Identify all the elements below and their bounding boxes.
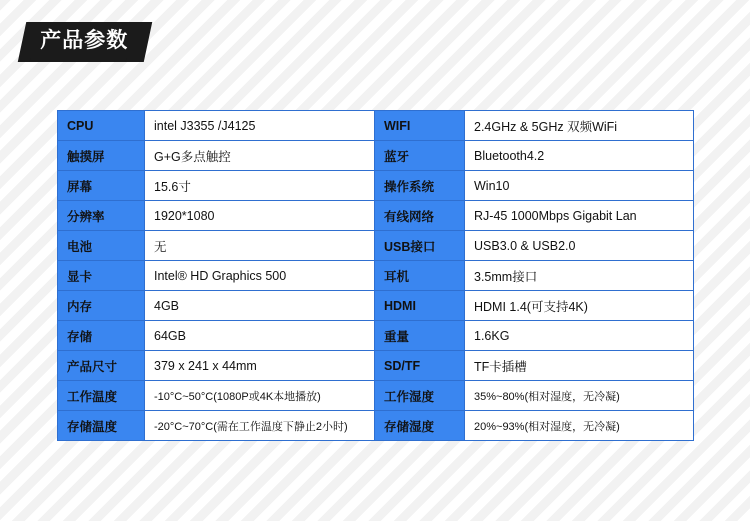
spec-key: 蓝牙 <box>375 141 465 171</box>
table-row <box>58 261 694 291</box>
spec-key: 存储温度 <box>58 411 145 441</box>
spec-key: 工作温度 <box>58 381 145 411</box>
spec-value: Win10 <box>465 171 694 201</box>
spec-key: HDMI <box>375 291 465 321</box>
spec-value: RJ-45 1000Mbps Gigabit Lan <box>465 201 694 231</box>
spec-value: 379 x 241 x 44mm <box>145 351 375 381</box>
spec-key: 重量 <box>375 321 465 351</box>
spec-key: 显卡 <box>58 261 145 291</box>
spec-key: USB接口 <box>375 231 465 261</box>
spec-key: SD/TF <box>375 351 465 381</box>
spec-value: 35%~80%(相对湿度，无冷凝) <box>465 381 694 411</box>
spec-key: 分辨率 <box>58 201 145 231</box>
table-row <box>58 291 694 321</box>
spec-value: Bluetooth4.2 <box>465 141 694 171</box>
spec-table <box>57 110 694 441</box>
spec-table-container <box>57 110 693 441</box>
spec-key: WIFI <box>375 111 465 141</box>
table-row <box>58 231 694 261</box>
spec-key: 内存 <box>58 291 145 321</box>
spec-value: 4GB <box>145 291 375 321</box>
spec-key: 操作系统 <box>375 171 465 201</box>
spec-value: 无 <box>145 231 375 261</box>
spec-value: 1920*1080 <box>145 201 375 231</box>
spec-key: 电池 <box>58 231 145 261</box>
table-row <box>58 201 694 231</box>
title-underline <box>30 58 127 62</box>
page-title-banner <box>18 22 153 62</box>
spec-value: G+G多点触控 <box>145 141 375 171</box>
table-row <box>58 111 694 141</box>
spec-value: 20%~93%(相对湿度，无冷凝) <box>465 411 694 441</box>
spec-key: 工作湿度 <box>375 381 465 411</box>
spec-key: 存储湿度 <box>375 411 465 441</box>
spec-value: intel J3355 /J4125 <box>145 111 375 141</box>
spec-value: TF卡插槽 <box>465 351 694 381</box>
table-row <box>58 171 694 201</box>
table-row <box>58 351 694 381</box>
spec-key: 存储 <box>58 321 145 351</box>
spec-value: -10°C~50°C(1080P或4K本地播放) <box>145 381 375 411</box>
spec-key: 屏幕 <box>58 171 145 201</box>
spec-value: 3.5mm接口 <box>465 261 694 291</box>
page-title: 产品参数 <box>40 29 129 52</box>
spec-key: 产品尺寸 <box>58 351 145 381</box>
table-row <box>58 321 694 351</box>
spec-value: HDMI 1.4(可支持4K) <box>465 291 694 321</box>
spec-key: CPU <box>58 111 145 141</box>
spec-key: 耳机 <box>375 261 465 291</box>
table-row <box>58 141 694 171</box>
table-row <box>58 381 694 411</box>
spec-key: 有线网络 <box>375 201 465 231</box>
spec-value: Intel® HD Graphics 500 <box>145 261 375 291</box>
spec-key: 触摸屏 <box>58 141 145 171</box>
spec-value: 1.6KG <box>465 321 694 351</box>
spec-value: 2.4GHz & 5GHz 双频WiFi <box>465 111 694 141</box>
spec-value: 64GB <box>145 321 375 351</box>
spec-value: -20°C~70°C(需在工作温度下静止2小时) <box>145 411 375 441</box>
spec-value: USB3.0 & USB2.0 <box>465 231 694 261</box>
spec-value: 15.6寸 <box>145 171 375 201</box>
table-row <box>58 411 694 441</box>
